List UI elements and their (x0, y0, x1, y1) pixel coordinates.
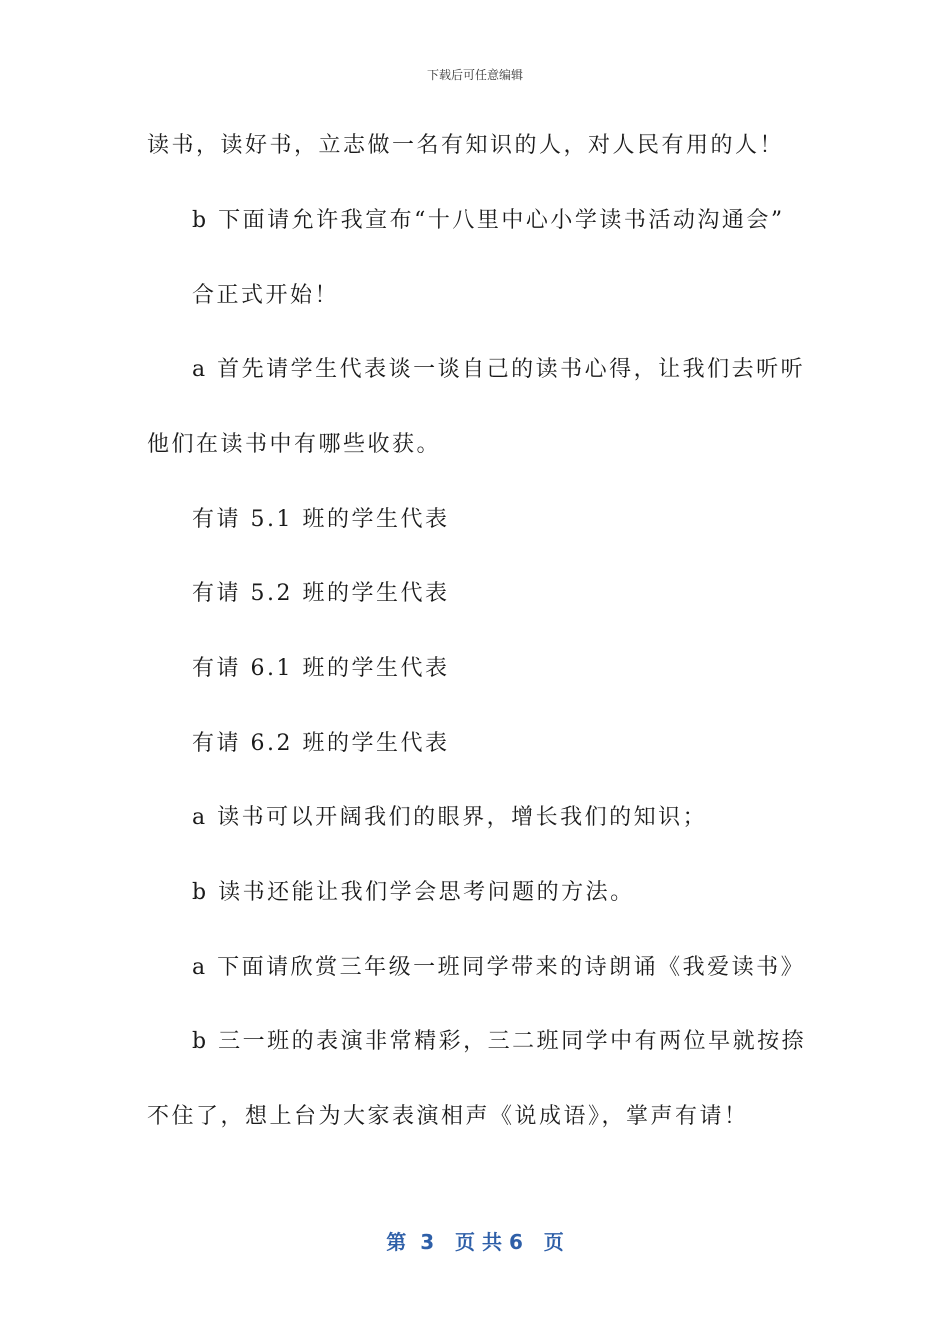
paragraph-line: b 读书还能让我们学会思考问题的方法。 (192, 880, 635, 905)
paragraph-line: 合正式开始！ (192, 283, 340, 308)
paragraph-line: b 下面请允许我宣布“十八里中心小学读书活动沟通会” (192, 208, 785, 233)
paragraph-line: 有请 6.2 班的学生代表 (192, 731, 450, 756)
footer-total-pages: 6 (508, 1230, 523, 1254)
paragraph-line: 有请 6.1 班的学生代表 (192, 656, 450, 681)
paragraph-line: a 首先请学生代表谈一谈自己的读书心得，让我们去听听 (192, 357, 806, 382)
page-footer (0, 1226, 950, 1255)
paragraph-line: b 三一班的表演非常精彩，三二班同学中有两位早就按捺 (192, 1029, 807, 1054)
footer-label-page: 第 (386, 1230, 407, 1254)
paragraph-line: a 下面请欣赏三年级一班同学带来的诗朗诵《我爱读书》 (192, 955, 806, 980)
paragraph-line: a 读书可以开阔我们的眼界，增长我们的知识； (192, 805, 708, 830)
paragraph-line: 有请 5.2 班的学生代表 (192, 581, 450, 606)
paragraph-line: 不住了，想上台为大家表演相声《说成语》，掌声有请！ (147, 1104, 749, 1129)
paragraph-line: 他们在读书中有哪些收获。 (147, 432, 442, 457)
page-header: 下载后可任意编辑 (426, 68, 523, 82)
footer-label-of: 页 共 (455, 1230, 502, 1254)
paragraph-line: 读书，读好书，立志做一名有知识的人，对人民有用的人！ (147, 133, 785, 158)
paragraph-line: 有请 5.1 班的学生代表 (192, 507, 450, 532)
footer-label-end: 页 (543, 1230, 564, 1254)
footer-current-page: 3 (420, 1230, 435, 1254)
